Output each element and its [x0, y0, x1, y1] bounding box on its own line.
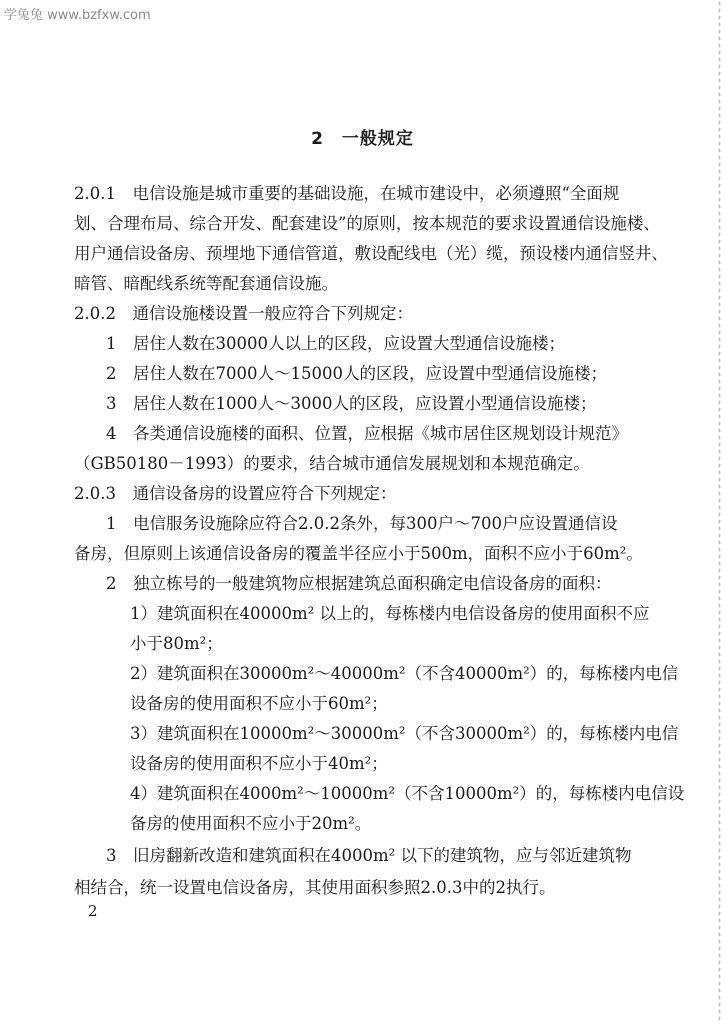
- text-line-4: 暗管、暗配线系统等配套通信设施。: [74, 274, 338, 293]
- text-line-19: 3）建筑面积在10000m²～30000m²（不含30000m²）的，每栋楼内电信: [130, 724, 679, 743]
- page-edge-dots: [718, 0, 721, 1024]
- text-line-14: 2 独立栋号的一般建筑物应根据建筑总面积确定电信设备房的面积：: [106, 574, 612, 593]
- text-line-13: 备房，但原则上该通信设备房的覆盖半径应小于500m，面积不应小于60m²。: [74, 544, 643, 563]
- text-line-1: 2.0.1 电信设施是城市重要的基础设施，在城市建设中，必须遵照“全面规: [74, 184, 620, 203]
- text-line-24: 相结合，统一设置电信设备房，其使用面积参照2.0.3中的2执行。: [74, 878, 556, 897]
- text-line-17: 2）建筑面积在30000m²～40000m²（不含40000m²）的，每栋楼内电信: [130, 664, 679, 683]
- text-line-23: 3 旧房翻新改造和建筑面积在4000m² 以下的建筑物，应与邻近建筑物: [106, 846, 632, 865]
- text-line-5: 2.0.2 通信设施楼设置一般应符合下列规定：: [74, 304, 413, 323]
- text-line-2: 划、合理布局、综合开发、配套建设”的原则，按本规范的要求设置通信设施楼、: [74, 214, 660, 233]
- page-number: 2: [88, 902, 98, 920]
- text-line-21: 4）建筑面积在4000m²～10000m²（不含10000m²）的，每栋楼内电信设: [130, 784, 685, 803]
- page-title: 2 一般规定: [311, 129, 414, 149]
- text-line-20: 设备房的使用面积不应小于40m²；: [130, 754, 388, 773]
- text-line-16: 小于80m²；: [130, 634, 223, 653]
- text-line-12: 1 电信服务设施除应符合2.0.2条外，每300户～700户应设置通信设: [106, 514, 618, 533]
- text-line-11: 2.0.3 通信设备房的设置应符合下列规定：: [74, 484, 397, 503]
- text-line-9: 4 各类通信设施楼的面积、位置，应根据《城市居住区规划设计规范》: [106, 424, 628, 443]
- text-line-10: （GB50180－1993）的要求，结合城市通信发展规划和本规范确定。: [74, 454, 590, 473]
- text-line-3: 用户通信设备房、预埋地下通信管道，敷设配线电（光）缆，预设楼内通信竖井、: [74, 244, 668, 263]
- text-line-8: 3 居住人数在1000人～3000人的区段，应设置小型通信设施楼；: [106, 394, 597, 413]
- watermark: 学兔兔 www.bzfxw.com: [4, 8, 151, 23]
- text-line-6: 1 居住人数在30000人以上的区段，应设置大型通信设施楼；: [106, 334, 565, 353]
- text-line-7: 2 居住人数在7000人～15000人的区段，应设置中型通信设施楼；: [106, 364, 607, 383]
- text-line-15: 1）建筑面积在40000m² 以上的，每栋楼内电信设备房的使用面积不应: [130, 604, 650, 623]
- text-line-22: 备房的使用面积不应小于20m²。: [130, 814, 372, 833]
- text-line-18: 设备房的使用面积不应小于60m²；: [130, 694, 388, 713]
